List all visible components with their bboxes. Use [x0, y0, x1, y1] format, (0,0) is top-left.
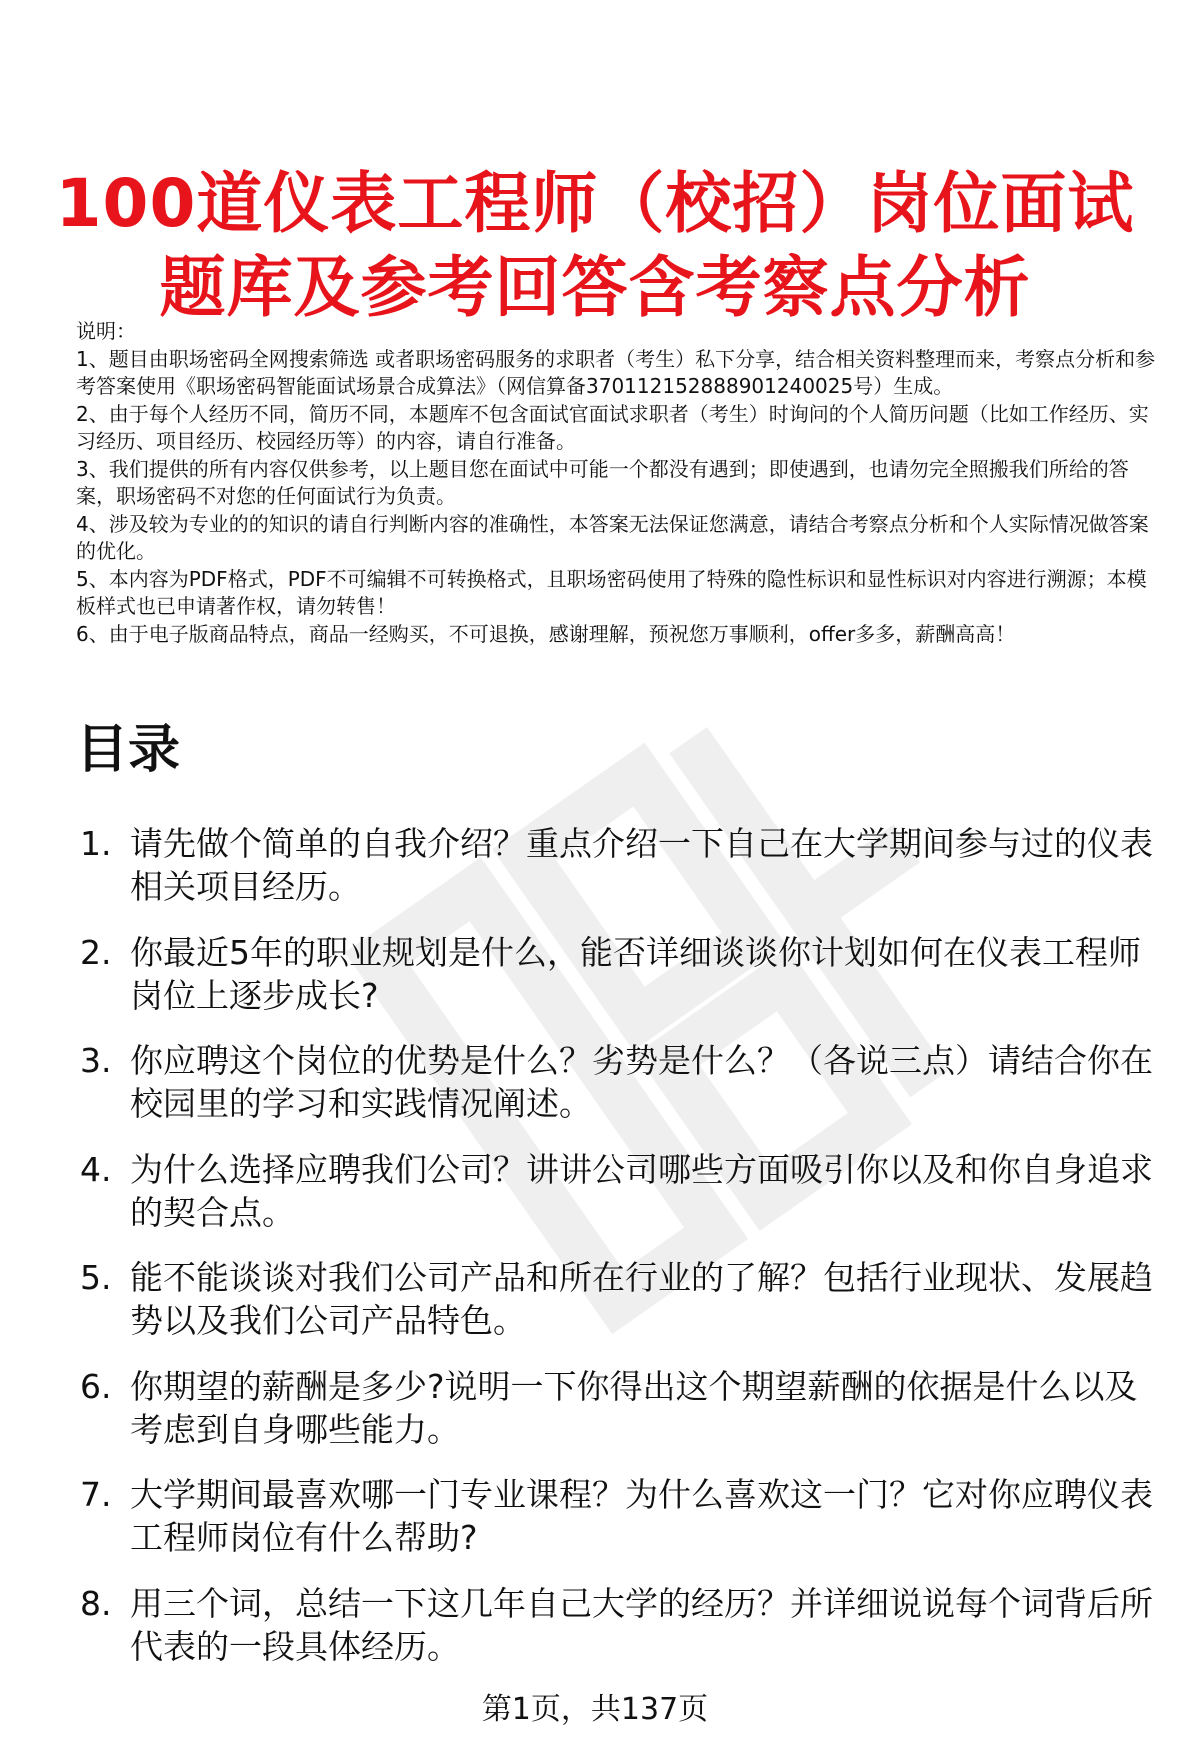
toc-item[interactable] [76, 1256, 1166, 1342]
note-item: 4、涉及较为专业的的知识的请自行判断内容的准确性，本答案无法保证您满意，请结合考察点分析和个人实际情况做答案的优化。 [76, 511, 1149, 563]
toc-item-number: 7. [80, 1475, 112, 1514]
note-item: 2、由于每个人经历不同，简历不同，本题库不包含面试官面试求职者（考生）时询问的个人简历问题（比如工作经历、实习经历、项目经历、校园经历等）的内容，请自行准备。 [76, 401, 1149, 453]
toc-item[interactable] [76, 1582, 1166, 1668]
toc-item[interactable] [76, 931, 1166, 1017]
toc-item-text: 为什么选择应聘我们公司？讲讲公司哪些方面吸引你以及和你自身追求的契合点。 [130, 1149, 1153, 1232]
toc-item[interactable] [76, 822, 1166, 908]
notes-heading: 说明： [76, 319, 136, 343]
toc-item-text: 用三个词，总结一下这几年自己大学的经历？并详细说说每个词背后所代表的一段具体经历。 [130, 1583, 1153, 1666]
note-item: 3、我们提供的所有内容仅供参考，以上题目您在面试中可能一个都没有遇到；即使遇到，也请勿完全照搬我们所给的答案，职场密码不对您的任何面试行为负责。 [76, 456, 1129, 508]
toc-item-text: 大学期间最喜欢哪一门专业课程？为什么喜欢这一门？它对你应聘仪表工程师岗位有什么帮助? [130, 1475, 1153, 1557]
note-item: 5、本内容为PDF格式，PDF不可编辑不可转换格式，且职场密码使用了特殊的隐性标识和显性标识对内容进行溯源；本模板样式也已申请著作权，请勿转售！ [76, 566, 1147, 618]
toc-list [76, 822, 1166, 1690]
toc-item-text: 你最近5年的职业规划是什么，能否详细谈谈你计划如何在仪表工程师岗位上逐步成长? [130, 932, 1141, 1015]
toc-item-number: 8. [80, 1583, 112, 1623]
toc-item-number: 2. [80, 932, 112, 972]
toc-item-number: 4. [80, 1149, 112, 1189]
toc-heading: 目录 [76, 720, 181, 780]
toc-item[interactable] [76, 1039, 1166, 1125]
toc-item-text: 你期望的薪酬是多少?说明一下你得出这个期望薪酬的依据是什么以及考虑到自身哪些能力。 [130, 1366, 1138, 1449]
toc-item[interactable] [76, 1365, 1166, 1451]
toc-item-number: 5. [80, 1258, 112, 1297]
toc-item-text: 你应聘这个岗位的优势是什么？劣势是什么？（各说三点）请结合你在校园里的学习和实践情况阐述。 [130, 1041, 1153, 1123]
toc-item[interactable] [76, 1148, 1166, 1234]
page-footer: 第1页，共137页 [481, 1692, 709, 1727]
toc-item-text: 请先做个简单的自我介绍？重点介绍一下自己在大学期间参与过的仪表相关项目经历。 [130, 824, 1153, 906]
note-item: 6、由于电子版商品特点，商品一经购买，不可退换，感谢理解，预祝您万事顺利，offer多多，薪酬高高！ [76, 621, 1016, 646]
toc-item-number: 6. [80, 1366, 112, 1406]
notes-section [76, 318, 1156, 648]
note-item: 1、题目由职场密码全网搜索筛选 或者职场密码服务的求职者（考生）私下分享，结合相关资料整理而来，考察点分析和参考答案使用《职场密码智能面试场景合成算法》（网信算备370112152888901240025号）生成。 [76, 346, 1156, 398]
toc-item[interactable] [76, 1473, 1166, 1559]
toc-item-number: 1. [80, 824, 112, 863]
document-title: 100道仪表工程师（校招）岗位面试题库及参考回答含考察点分析 [55, 165, 1135, 327]
toc-item-text: 能不能谈谈对我们公司产品和所在行业的了解？包括行业现状、发展趋势以及我们公司产品特色。 [130, 1258, 1153, 1340]
toc-item-number: 3. [80, 1041, 112, 1080]
